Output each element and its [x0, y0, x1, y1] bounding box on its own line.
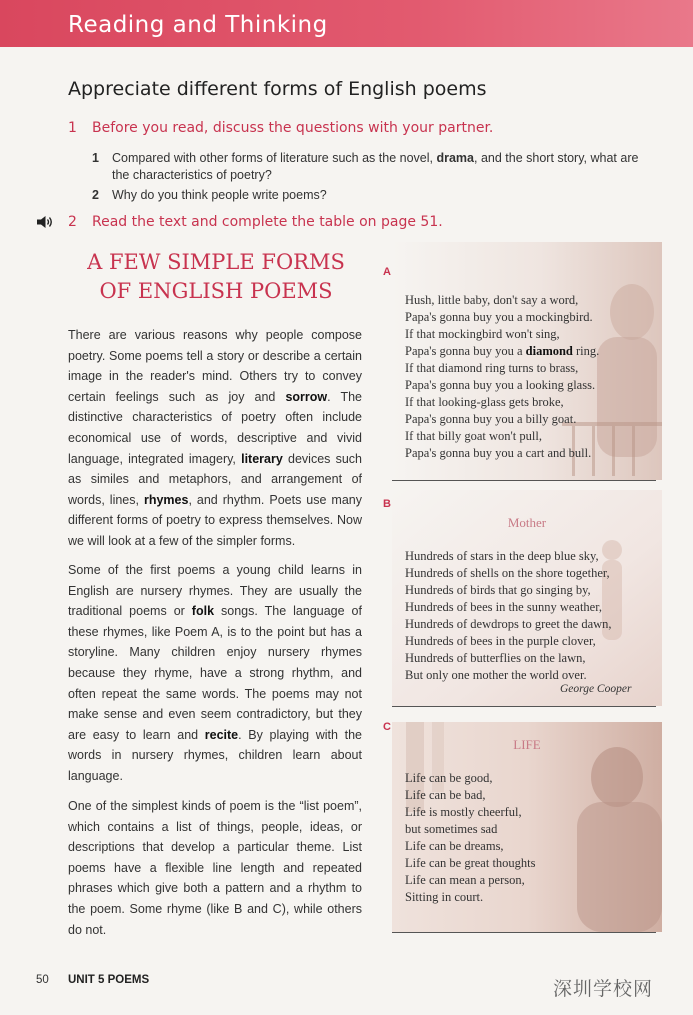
question-1-keyword: drama: [436, 151, 474, 165]
header-band: [0, 0, 693, 47]
poem-c-lines: [405, 770, 536, 906]
paragraph-3: One of the simplest kinds of poem is the “list poem”, which contains a list of things, people, ideas, or descriptions that develop a particular theme. List poems have a flexible line length and repeated phrases which give both a pattern and a rhythm to the poem. Some rhyme (like B and C), while others do not.: [68, 799, 362, 937]
article-title-line-2: OF ENGLISH POEMS: [99, 279, 333, 303]
question-1: [92, 150, 652, 184]
poem-b-lines: [405, 548, 612, 684]
article-title: [70, 248, 362, 306]
poem-c-box: [392, 722, 662, 932]
poem-b-author: George Cooper: [560, 683, 632, 695]
question-2-text: Why do you think people write poems?: [112, 188, 327, 202]
poem-line: Life can be dreams,: [405, 839, 504, 853]
header-title: Reading and Thinking: [68, 12, 328, 38]
paragraph-2-text-c: . By playing with the words in nursery rhymes, children learn about language.: [68, 727, 362, 783]
keyword-diamond: diamond: [525, 344, 573, 358]
speaker-icon[interactable]: [36, 215, 54, 229]
poem-a-divider: [392, 480, 656, 481]
poem-line: Papa's gonna buy you a mockingbird.: [405, 310, 593, 324]
question-1-text-a: Compared with other forms of literature such as the novel,: [112, 151, 437, 165]
paragraph-1-text-a: There are various reasons why people compose poetry. Some poems tell a story or describe a certain image in the reader's mind. Others try to convey certain feelings such as joy and: [68, 328, 362, 404]
step-1-text: Before you read, discuss the questions with your partner.: [92, 120, 494, 136]
keyword-recite: recite: [204, 727, 239, 742]
poem-line: Hundreds of bees in the purple clover,: [405, 634, 596, 648]
paragraph-1-text-b: . The distinctive characteristics of poetry often include economical use of words, descriptive and vivid language, integrated imagery,: [68, 389, 362, 466]
paragraph-2-text-b: songs. The language of these rhymes, like Poem A, is to the point but has a storyline. Many children enjoy nursery rhymes because they rhyme, have a strong rhythm, and often repeat the same words. The poems may not make sense and even seem contradictory, but they are easy to learn and: [68, 604, 362, 742]
poem-line: Hush, little baby, don't say a word,: [405, 293, 579, 307]
question-2: [92, 187, 652, 204]
step-2: [68, 214, 443, 230]
poem-line: If that billy goat won't pull,: [405, 429, 542, 443]
poem-line-text: Papa's gonna buy you a: [405, 344, 526, 358]
poem-line: but sometimes sad: [405, 822, 498, 836]
step-1: [68, 120, 493, 136]
poem-line: Papa's gonna buy you a looking glass.: [405, 378, 596, 392]
section-title: Appreciate different forms of English poems: [68, 78, 487, 100]
poem-line: Papa's gonna buy you a cart and bull.: [405, 446, 592, 460]
paragraph-1-text-c: devices such as similes and metaphors, and arrangement of words, lines,: [68, 451, 362, 507]
poem-b-box: [392, 490, 662, 706]
page-number: 50: [36, 974, 49, 986]
poem-a-lines: [405, 292, 599, 462]
step-1-number: 1: [68, 120, 77, 136]
poem-line: Hundreds of butterflies on the lawn,: [405, 651, 586, 665]
poem-line: Papa's gonna buy you a billy goat.: [405, 412, 577, 426]
poem-line: If that looking-glass gets broke,: [405, 395, 564, 409]
poem-line: If that diamond ring turns to brass,: [405, 361, 579, 375]
paragraph-1: [68, 325, 362, 552]
poem-line: Hundreds of stars in the deep blue sky,: [405, 549, 599, 563]
poem-c-label: C: [383, 721, 391, 733]
poem-a-box: [392, 242, 662, 480]
poem-a-label: A: [383, 266, 391, 278]
poem-line: Life can be good,: [405, 771, 493, 785]
poem-line: Sitting in court.: [405, 890, 484, 904]
poem-line: Life can be bad,: [405, 788, 486, 802]
poem-b-divider: [392, 706, 656, 707]
poem-c-divider: [392, 932, 656, 933]
poem-line: Life can be great thoughts: [405, 856, 536, 870]
article-title-line-1: A FEW SIMPLE FORMS: [87, 250, 345, 274]
keyword-literary: literary: [241, 451, 283, 466]
watermark: 深圳学校网: [553, 978, 654, 1000]
step-2-number: 2: [68, 214, 77, 230]
poem-line: If that mockingbird won't sing,: [405, 327, 560, 341]
poem-c-title: LIFE: [513, 737, 541, 752]
question-2-number: 2: [92, 188, 99, 202]
paragraph-2-text-a: Some of the first poems a young child learns in English are nursery rhymes. They are usually the traditional poems or: [68, 563, 362, 619]
paragraph-2: [68, 560, 362, 787]
paragraph-1-text-d: , and rhythm. Poets use many different forms of poetry to express themselves. Now we will look at a few of the simpler forms.: [68, 492, 362, 548]
poem-line: Life is mostly cheerful,: [405, 805, 522, 819]
step-2-text: Read the text and complete the table on page 51.: [92, 214, 443, 230]
keyword-folk: folk: [191, 604, 215, 619]
question-1-number: 1: [92, 151, 99, 165]
poem-line: [405, 343, 599, 360]
poem-line: Hundreds of shells on the shore together,: [405, 566, 610, 580]
poem-b-label: B: [383, 498, 391, 510]
poem-line: Hundreds of dewdrops to greet the dawn,: [405, 617, 612, 631]
keyword-rhymes: rhymes: [143, 492, 189, 507]
poem-line: Hundreds of birds that go singing by,: [405, 583, 591, 597]
poem-line: Hundreds of bees in the sunny weather,: [405, 600, 603, 614]
poem-line: Life can mean a person,: [405, 873, 525, 887]
unit-label: UNIT 5 POEMS: [68, 974, 150, 986]
poem-line-text: ring.: [572, 344, 600, 358]
poem-line: But only one mother the world over.: [405, 668, 587, 682]
poem-b-title: Mother: [507, 515, 547, 530]
question-1-text-b: , and the short story, what are the characteristics of poetry?: [112, 151, 639, 182]
keyword-sorrow: sorrow: [285, 389, 328, 404]
